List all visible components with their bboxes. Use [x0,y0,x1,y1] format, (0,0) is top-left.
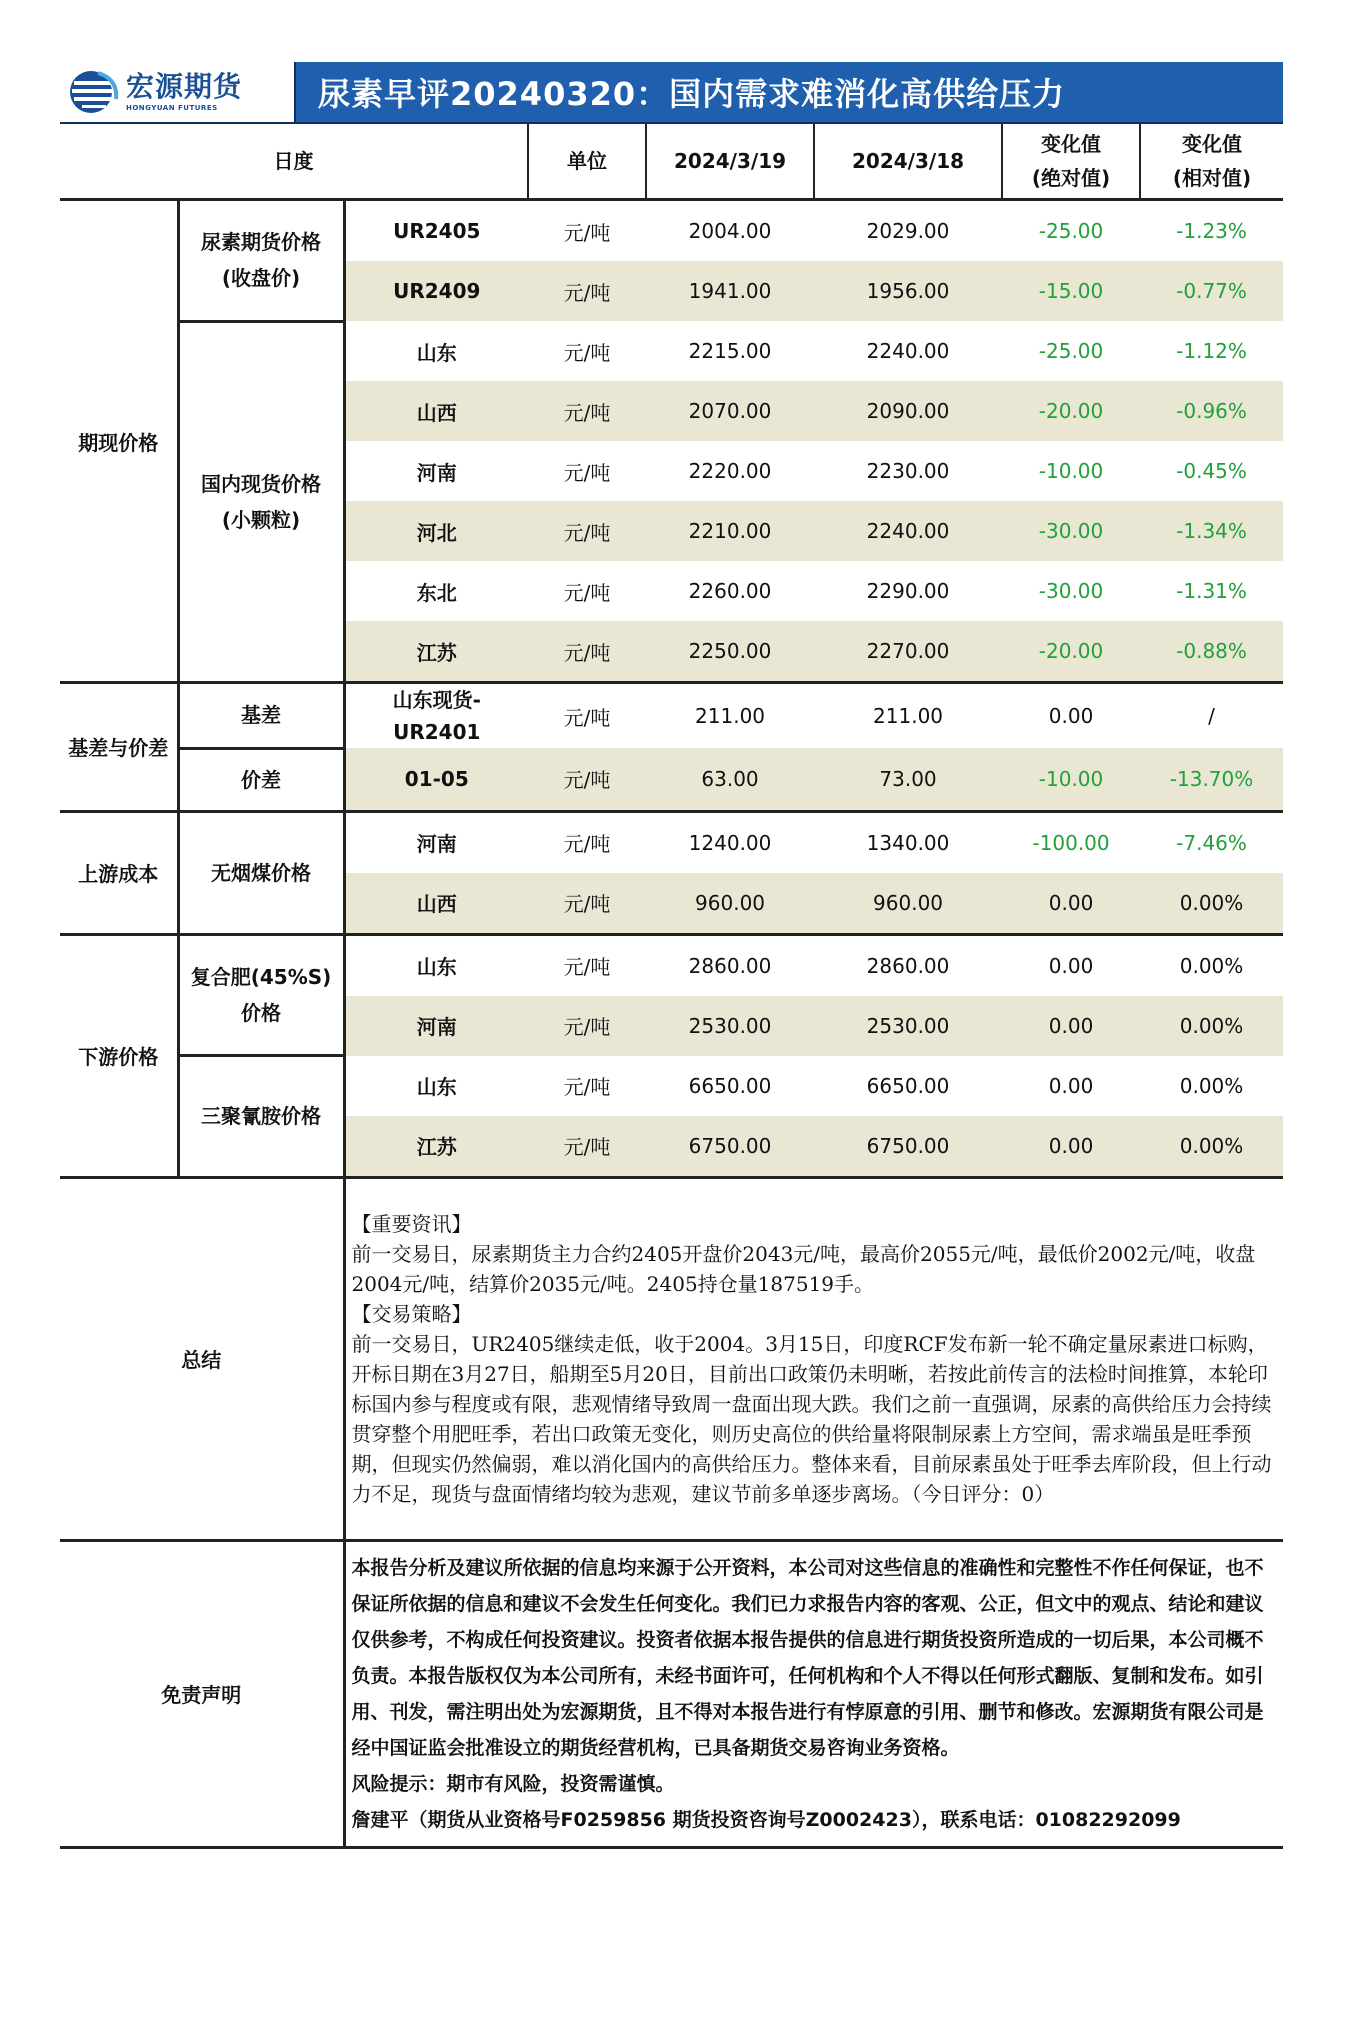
row-rel-change: -0.88% [1140,621,1283,683]
row-abs-change: 0.00 [1048,1073,1094,1098]
category-spot-futures: 期现价格 [60,200,178,683]
row-item: 河北 [344,501,528,561]
logo-english-name: HONGYUAN FUTURES [126,104,218,112]
row-unit: 元/吨 [563,1075,611,1099]
row-abs-change: -25.00 [1038,339,1104,363]
company-logo [60,62,296,122]
table-row [60,200,1283,262]
row-abs-change: -30.00 [1002,501,1140,561]
row-abs-change: -10.00 [1002,748,1140,811]
row-abs-change: -25.00 [1038,219,1104,243]
row-rel-change: -0.96% [1140,381,1283,441]
disclaimer-text: 本报告分析及建议所依据的信息均来源于公开资料，本公司对这些信息的准确性和完整性不作任何保证，也不保证所依据的信息和建议不会发生任何变化。我们已力求报告内容的客观、公正，但文中的观点、结论和建议仅供参考，不构成任何投资建议。投资者依据本报告提供的信息进行期货投资所造成的一切后果，本公司概不负责。本报告版权仅为本公司所有，未经书面许可，任何机构和个人不得以任何形式翻版、复制和发布。如引用、刊发，需注明出处为宏源期货，且不得对本报告进行有悖原意的引用、删节和修改。宏源期货有限公司是经中国证监会批准设立的期货经营机构，已具备期货交易咨询业务资格。 [351,1556,1264,1759]
row-value-date1: 2220.00 [688,459,772,483]
row-value-date1: 63.00 [646,748,814,811]
row-unit: 元/吨 [528,501,646,561]
row-unit: 元/吨 [563,220,611,245]
row-abs-change: -30.00 [1038,579,1104,603]
summary-label: 总结 [60,1177,344,1540]
row-value-date2: 6650.00 [866,1073,950,1098]
report-title: 尿素早评20240320：国内需求难消化高供给压力 [318,75,1066,113]
table-row [60,748,1283,811]
row-value-date2: 2230.00 [866,459,950,483]
logo-chinese-name: 宏源期货 [126,70,243,103]
strategy-heading: 【交易策略】 [351,1301,472,1326]
row-unit: 元/吨 [563,580,611,605]
report-sheet [60,62,1283,1849]
subcat-melamine-price: 三聚氰胺价格 [178,1056,344,1178]
row-abs-change: 0.00 [1002,1116,1140,1178]
row-item: 山东现货- UR2401 [392,688,481,744]
row-abs-change: 0.00 [1002,873,1140,935]
table-row [60,321,1283,381]
row-item: 河南 [344,996,528,1056]
abs-change-header: 变化值 (绝对值) [1002,124,1140,200]
row-value-date2: 1340.00 [866,830,950,855]
report-header [60,62,1283,124]
row-value-date1: 2070.00 [646,381,814,441]
row-value-date1: 2530.00 [646,996,814,1056]
row-value-date1: 1941.00 [646,261,814,321]
strategy-text: 前一交易日，UR2405继续走低，收于2004。3月15日，印度RCF发布新一轮不确定量尿素进口标购，开标日期在3月27日，船期至5月20日，目前出口政策仍未明晰，若按此前传言的法检时间推算，本轮印标国内参与程度或有限，悲观情绪导致周一盘面出现大跌。我们之前一直强调，尿素的高供给压力会持续贯穿整个用肥旺季，若出口政策无变化，则历史高位的供给量将限制尿素上方空间，需求端虽是旺季预期，但现实仍然偏弱，难以消化国内的高供给压力。整体来看，目前尿素虽处于旺季去库阶段，但上行动力不足，现货与盘面情绪均较为悲观，建议节前多单逐步离场。（今日评分：0） [351,1331,1272,1506]
row-rel-change: -7.46% [1176,830,1247,855]
subcat-spread: 价差 [178,748,344,811]
row-rel-change: -0.77% [1140,261,1283,321]
row-value-date2: 211.00 [873,704,944,728]
summary-row [60,1177,1283,1540]
row-value-date1: 2250.00 [646,621,814,683]
row-item: 山西 [344,873,528,935]
row-item: 山东 [416,955,457,979]
category-upstream: 上游成本 [60,811,178,934]
row-item: UR2405 [393,219,481,243]
row-rel-change: -0.45% [1176,459,1247,483]
row-item: 01-05 [344,748,528,811]
row-abs-change: 0.00 [1002,996,1140,1056]
row-unit: 元/吨 [563,705,611,730]
row-unit: 元/吨 [528,1116,646,1178]
row-item: 江苏 [344,621,528,683]
row-value-date2: 2240.00 [814,501,1002,561]
row-value-date2: 2090.00 [814,381,1002,441]
row-unit: 元/吨 [528,621,646,683]
row-value-date2: 6750.00 [814,1116,1002,1178]
row-rel-change: 0.00% [1140,873,1283,935]
row-rel-change: -1.23% [1176,219,1247,243]
row-item: 河南 [416,460,457,485]
row-item: 山西 [344,381,528,441]
category-basis-spread: 基差与价差 [60,683,178,812]
row-value-date1: 960.00 [646,873,814,935]
row-item: 东北 [416,580,457,605]
row-rel-change: -1.34% [1140,501,1283,561]
row-item: 山东 [416,340,457,365]
row-abs-change: -10.00 [1038,459,1104,483]
subcat-coal-price: 无烟煤价格 [178,811,344,934]
subcat-basis: 基差 [178,683,344,749]
row-item: 河南 [416,832,457,856]
table-row [60,811,1283,873]
row-value-date2: 73.00 [814,748,1002,811]
row-abs-change: -100.00 [1032,830,1110,855]
news-text: 前一交易日，尿素期货主力合约2405开盘价2043元/吨，最高价2055元/吨，最低价2002元/吨，收盘2004元/吨，结算价2035元/吨。2405持仓量187519手。 [351,1241,1256,1296]
subcat-futures-price: 尿素期货价格 (收盘价) [178,200,344,322]
row-unit: 元/吨 [528,748,646,811]
table-header-row [60,124,1283,200]
row-value-date1: 2215.00 [688,339,772,363]
rel-change-header: 变化值 (相对值) [1140,124,1283,200]
subcat-compound-fertilizer: 复合肥(45%S) 价格 [178,934,344,1056]
table-row [60,683,1283,749]
row-value-date2: 2860.00 [866,953,950,978]
row-abs-change: -15.00 [1002,261,1140,321]
row-value-date2: 960.00 [814,873,1002,935]
row-unit: 元/吨 [563,955,611,979]
row-abs-change: 0.00 [1048,953,1094,978]
row-rel-change: / [1208,704,1215,728]
row-value-date1: 2004.00 [688,219,772,243]
row-abs-change: -20.00 [1002,621,1140,683]
row-rel-change: 0.00% [1140,996,1283,1056]
hongyuan-logo-icon [68,69,120,115]
price-table [60,124,1283,1849]
author-contact: 詹建平（期货从业资格号F0259856 期货投资咨询号Z0002423），联系电话：01082292099 [351,1808,1181,1831]
row-rel-change: 0.00% [1140,1116,1283,1178]
date2-header: 2024/3/18 [814,124,1002,200]
row-value-date1: 6650.00 [688,1073,772,1098]
row-value-date1: 211.00 [695,704,766,728]
row-unit: 元/吨 [563,832,611,856]
row-unit: 元/吨 [563,460,611,485]
news-heading: 【重要资讯】 [351,1211,472,1236]
row-value-date2: 2290.00 [866,579,950,603]
disclaimer-row [60,1540,1283,1847]
row-unit: 元/吨 [528,996,646,1056]
row-unit: 元/吨 [528,261,646,321]
row-rel-change: 0.00% [1179,953,1244,978]
disclaimer-label: 免责声明 [60,1540,344,1847]
row-value-date2: 2270.00 [814,621,1002,683]
row-abs-change: 0.00 [1048,704,1094,728]
row-value-date1: 2260.00 [688,579,772,603]
risk-warning: 风险提示：期市有风险，投资需谨慎。 [351,1772,675,1795]
unit-header: 单位 [528,124,646,200]
row-unit: 元/吨 [563,340,611,365]
row-value-date2: 2530.00 [814,996,1002,1056]
row-unit: 元/吨 [528,381,646,441]
table-row [60,1056,1283,1116]
row-rel-change: -1.12% [1176,339,1247,363]
row-rel-change: -13.70% [1140,748,1283,811]
row-value-date1: 1240.00 [688,830,772,855]
row-value-date1: 6750.00 [646,1116,814,1178]
dimension-header: 日度 [60,124,528,200]
subcat-spot-price: 国内现货价格 (小颗粒) [178,321,344,683]
row-value-date2: 2240.00 [866,339,950,363]
row-unit: 元/吨 [528,873,646,935]
row-value-date2: 2029.00 [866,219,950,243]
disclaimer-content [344,1540,1283,1847]
row-rel-change: 0.00% [1179,1073,1244,1098]
row-abs-change: -20.00 [1002,381,1140,441]
date1-header: 2024/3/19 [646,124,814,200]
summary-content [344,1177,1283,1540]
row-item: 山东 [416,1075,457,1099]
row-value-date1: 2860.00 [688,953,772,978]
row-item: UR2409 [344,261,528,321]
row-item: 江苏 [344,1116,528,1178]
table-row [60,934,1283,996]
row-rel-change: -1.31% [1176,579,1247,603]
row-value-date2: 1956.00 [814,261,1002,321]
row-value-date1: 2210.00 [646,501,814,561]
category-downstream: 下游价格 [60,934,178,1177]
